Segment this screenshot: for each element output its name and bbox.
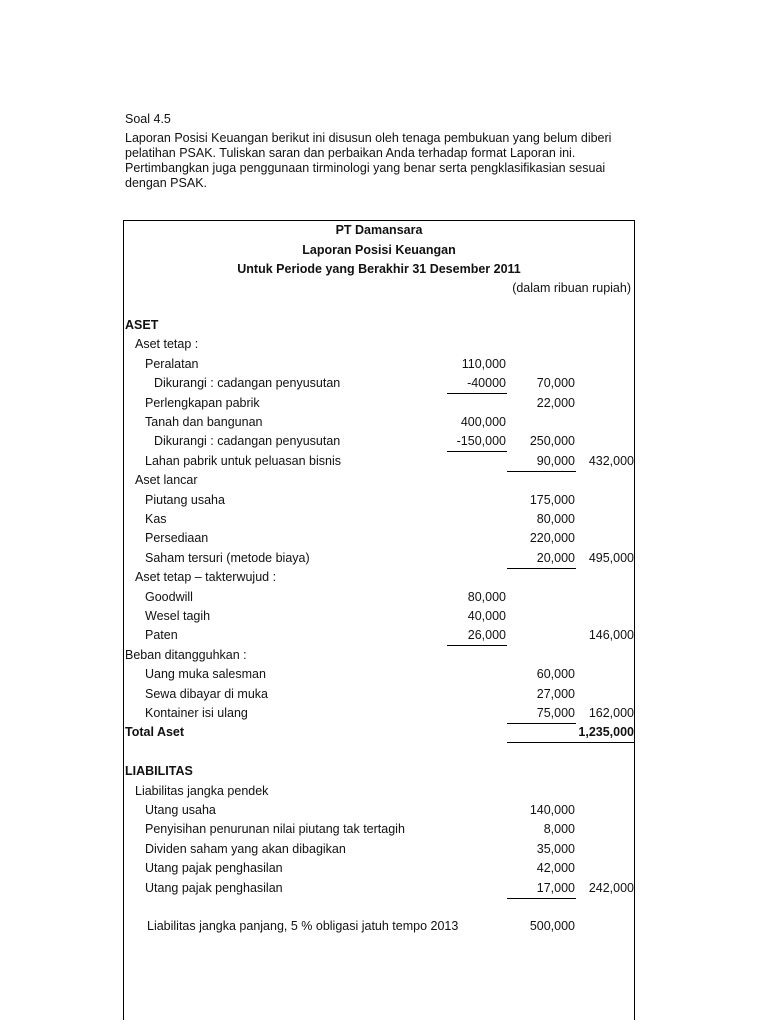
amount-c3: 495,000 <box>588 550 634 565</box>
statement-row <box>124 861 634 880</box>
amount-c3: 146,000 <box>588 628 634 643</box>
statement-row <box>124 512 634 531</box>
unit-note: (dalam ribuan rupiah) <box>512 281 631 295</box>
amount-c2: 220,000 <box>529 531 575 546</box>
statement-row <box>124 842 634 861</box>
amount-c2: 500,000 <box>529 919 575 934</box>
row-label: Utang pajak penghasilan <box>145 880 283 895</box>
amount-c2: 22,000 <box>536 395 575 410</box>
amount-c2: 35,000 <box>536 841 575 856</box>
underline-rule <box>447 451 507 452</box>
statement-row <box>124 493 634 512</box>
amount-c1: 40,000 <box>467 609 506 623</box>
row-label: Persediaan <box>145 531 209 546</box>
company-name: PT Damansara <box>335 223 423 237</box>
statement-row <box>124 803 634 822</box>
statement-row <box>124 687 634 706</box>
underline-rule <box>576 742 635 743</box>
row-label: Aset tetap : <box>135 337 199 352</box>
report-title: Laporan Posisi Keuangan <box>302 243 456 257</box>
row-label: Piutang usaha <box>145 492 225 507</box>
row-label: Beban ditangguhkan : <box>125 647 247 662</box>
underline-rule <box>447 393 507 394</box>
row-label: Liabilitas jangka pendek <box>135 783 269 798</box>
row-label: LIABILITAS <box>125 764 193 779</box>
amount-c2: 90,000 <box>536 453 575 468</box>
row-label: ASET <box>125 318 159 332</box>
underline-rule <box>447 645 507 646</box>
statement-row <box>124 415 634 434</box>
underline-rule <box>507 723 576 724</box>
row-label: Dikurangi : cadangan penyusutan <box>154 376 341 391</box>
amount-c2: 60,000 <box>536 667 575 682</box>
statement-row <box>124 900 634 919</box>
statement-row <box>124 434 634 453</box>
row-label: Kontainer isi ulang <box>145 706 248 720</box>
statement-row <box>124 570 634 589</box>
underline-rule <box>507 568 576 569</box>
amount-c2: 140,000 <box>529 803 575 817</box>
statement-row <box>124 764 634 783</box>
amount-c2: 8,000 <box>543 822 575 837</box>
amount-c3: 432,000 <box>588 453 634 468</box>
amount-c2: 175,000 <box>529 492 575 507</box>
row-label: Utang pajak penghasilan <box>145 861 283 876</box>
amount-c2: 42,000 <box>536 861 575 876</box>
row-label: Lahan pabrik untuk peluasan bisnis <box>145 453 341 468</box>
statement-row <box>124 667 634 686</box>
statement-row <box>124 919 634 938</box>
row-label: Liabilitas jangka panjang, 5 % obligasi jatuh tempo 2013 <box>147 919 459 934</box>
instruction-line: dengan PSAK. <box>125 176 208 190</box>
amount-c1: 26,000 <box>467 628 506 643</box>
amount-c2: 250,000 <box>529 434 575 449</box>
statement-row <box>124 784 634 803</box>
amount-c3: 1,235,000 <box>578 725 634 740</box>
financial-statement <box>123 220 635 1020</box>
amount-c1: 80,000 <box>467 589 506 604</box>
row-label: Goodwill <box>145 589 193 604</box>
row-label: Perlengkapan pabrik <box>145 395 260 410</box>
statement-row <box>124 531 634 550</box>
row-label: Dikurangi : cadangan penyusutan <box>154 434 341 449</box>
statement-row <box>124 628 634 647</box>
amount-c2: 80,000 <box>536 512 575 526</box>
problem-instructions <box>125 131 625 191</box>
row-label: Kas <box>145 512 167 526</box>
row-label: Saham tersuri (metode biaya) <box>145 550 310 565</box>
row-label: Dividen saham yang akan dibagikan <box>145 841 346 856</box>
instruction-line: Pertimbangkan juga penggunaan tirminologi yang benar serta pengklasifikasian sesuai <box>125 161 606 175</box>
row-label: Tanah dan bangunan <box>145 415 263 429</box>
report-period: Untuk Periode yang Berakhir 31 Desember 2011 <box>237 262 521 276</box>
row-label: Paten <box>145 628 178 643</box>
row-label: Sewa dibayar di muka <box>145 686 268 701</box>
amount-c2: 70,000 <box>536 376 575 391</box>
row-label: Wesel tagih <box>145 609 211 623</box>
amount-c1: 400,000 <box>460 415 506 429</box>
statement-row <box>124 337 634 356</box>
row-label: Aset lancar <box>135 473 198 488</box>
row-label: Utang usaha <box>145 803 216 817</box>
instruction-line: pelatihan PSAK. Tuliskan saran dan perbaikan Anda terhadap format Laporan ini. <box>125 146 576 160</box>
problem-title: Soal 4.5 <box>125 112 171 126</box>
statement-row <box>124 609 634 628</box>
statement-row <box>124 396 634 415</box>
amount-c2: 27,000 <box>536 686 575 701</box>
statement-row <box>124 473 634 492</box>
underline-rule <box>507 898 576 899</box>
statement-row <box>124 822 634 841</box>
amount-c1: -150,000 <box>456 434 506 449</box>
instruction-line: Laporan Posisi Keuangan berikut ini disusun oleh tenaga pembukuan yang belum diberi <box>125 131 612 145</box>
row-label: Uang muka salesman <box>145 667 266 682</box>
amount-c2: 20,000 <box>536 550 575 565</box>
amount-c2: 75,000 <box>536 706 575 720</box>
statement-row <box>124 376 634 395</box>
statement-row <box>124 745 634 764</box>
row-label: Peralatan <box>145 356 199 371</box>
statement-row <box>124 648 634 667</box>
statement-row <box>124 357 634 376</box>
amount-c3: 242,000 <box>588 880 634 895</box>
row-label: Penyisihan penurunan nilai piutang tak tertagih <box>145 822 405 837</box>
row-label: Aset tetap – takterwujud : <box>135 570 277 585</box>
underline-rule <box>507 471 576 472</box>
row-label: Total Aset <box>125 725 185 740</box>
amount-c1: -40000 <box>467 376 506 391</box>
underline-rule <box>507 742 576 743</box>
statement-row <box>124 590 634 609</box>
amount-c2: 17,000 <box>536 880 575 895</box>
amount-c1: 110,000 <box>461 356 506 371</box>
statement-row <box>124 318 634 337</box>
amount-c3: 162,000 <box>588 706 634 720</box>
